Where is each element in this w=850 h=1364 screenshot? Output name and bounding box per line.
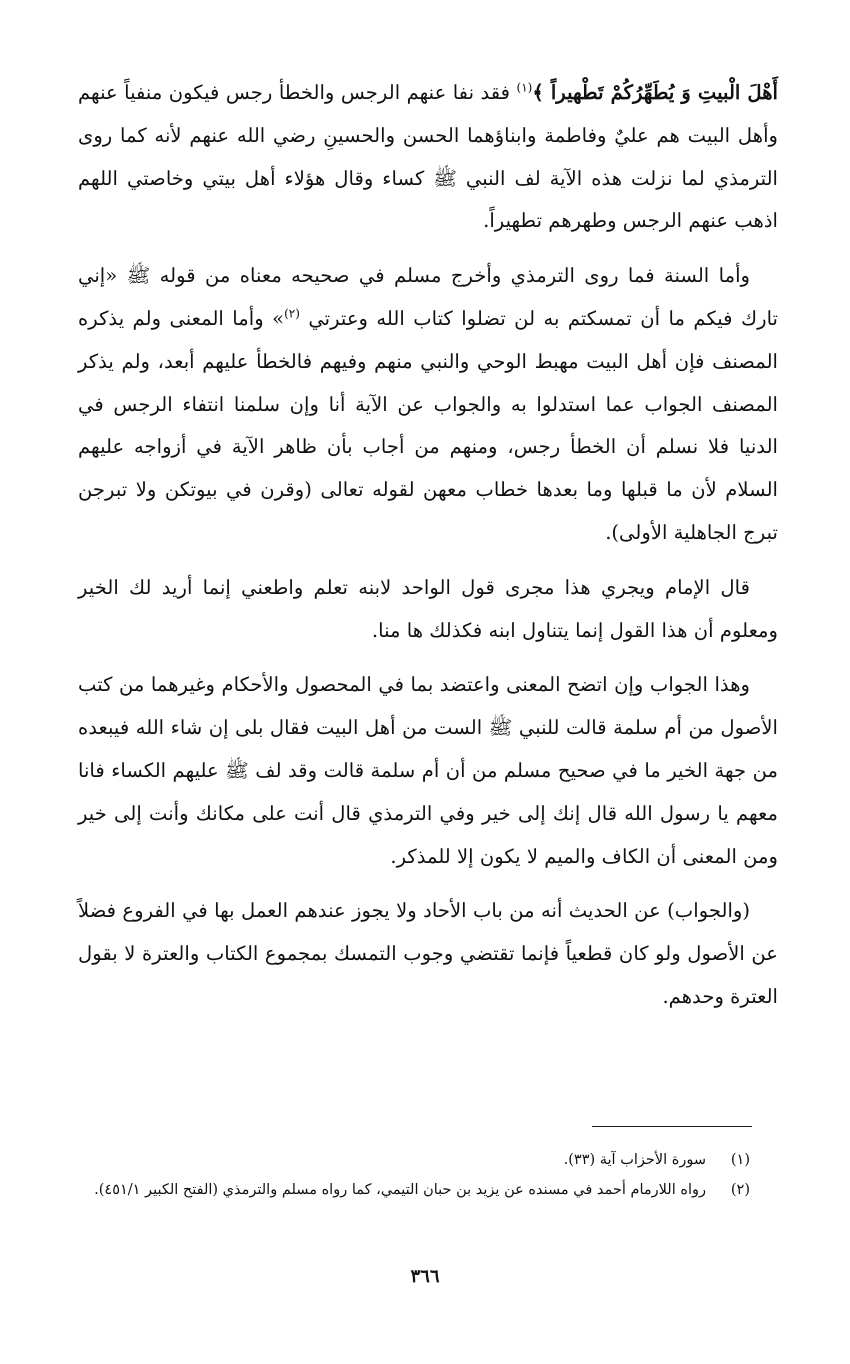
paragraph-4: [78, 664, 778, 878]
paragraph-2-text-after: » وأما المعنى ولم يذكره المصنف فإن أهل البيت مهبط الوحي والنبي منهم وفيهم فالخطأ عليهم أبعد، ولم يذكر المصنف الجواب عما استدلوا به والجواب عن الآية أنا وإن سلمنا انتفاء الرجس في الدنيا فلا نسلم أن الخطأ رجس، ومنهم من أجاب بأن ظاهر الآية في أزواجه عليهم السلام لأن ما قبلها وما بعدها خطاب معهن لقوله تعالى (وقرن في بيوتكن ولا تبرجن تبرج الجاهلية الأولى).: [78, 306, 778, 544]
paragraph-5-text: (والجواب) عن الحديث أنه من باب الأحاد ولا يجوز عندهم العمل بها في الفروع فضلاً عن الأصول ولو كان قطعياً فإنما تقتضي وجوب التمسك بمجموع الكتاب والعترة لا بقول العترة وحدهم.: [78, 899, 778, 1008]
quran-verse: أَهْلَ الْبيتِ وَ يُطَهِّرُكُمْ تَطْهيراً ﴾: [532, 81, 779, 104]
footnote-ref-1: (١): [516, 80, 533, 95]
footnote-text: رواه اللارمام أحمد في مسنده عن يزيد بن حبان التيمي، كما رواه مسلم والترمذي (الفتح الكبير ٤٥١/١).: [94, 1182, 706, 1198]
page-number: ٣٦٦: [410, 1266, 440, 1287]
paragraph-1-text: فقد نفا عنهم الرجس والخطأ رجس فيكون منفياً عنهم وأهل البيت هم عليٌ وفاطمة وابناؤهما الحسن والحسينِ رضي الله عنهم لأنه كما روى الترمذي لما نزلت هذه الآية لف النبي ﷺ كساء وقال هؤلاء أهل بيتي وخاصتي اللهم اذهب عنهم الرجس وطهرهم تطهيراً.: [78, 81, 778, 233]
footnote-2: [78, 1175, 750, 1205]
footnote-divider: [592, 1126, 752, 1127]
footnote-1: [78, 1145, 750, 1175]
footnotes: [78, 1145, 750, 1205]
paragraph-1: [78, 72, 778, 243]
main-text: [78, 72, 778, 1019]
paragraph-4-text: وهذا الجواب وإن اتضح المعنى واعتضد بما في المحصول والأحكام وغيرهما من كتب الأصول من أم سلمة قالت للنبي ﷺ الست من أهل البيت فقال بلى إن شاء الله فيبعده من جهة الخير ما في صحيح مسلم من أن أم سلمة قالت وقد لف ﷺ عليهم الكساء فانا معهم يا رسول الله قال إنك إلى خير وفي الترمذي قال أنت على مكانك وأنت إلى خير ومن المعنى أن الكاف والميم لا يكون إلا للمذكر.: [78, 673, 778, 868]
paragraph-3: [78, 567, 778, 653]
footnote-ref-2: (٢): [284, 306, 300, 321]
footnote-text: سورة الأحزاب آية (٣٣).: [563, 1152, 706, 1168]
paragraph-2: [78, 255, 778, 555]
paragraph-5: [78, 890, 778, 1018]
footnote-number: (١): [730, 1152, 750, 1168]
footnote-number: (٢): [730, 1182, 750, 1198]
paragraph-2-text-before: وأما السنة فما روى الترمذي وأخرج مسلم في صحيحه معناه من قوله ﷺ «إني تارك فيكم ما أن تمسكتم به لن تضلوا كتاب الله وعترتي: [78, 264, 778, 330]
paragraph-3-text: قال الإمام ويجري هذا مجرى قول الواحد لابنه تعلم واطعني إنما أريد لك الخير ومعلوم أن هذا القول إنما يتناول ابنه فكذلك ها منا.: [78, 575, 778, 642]
